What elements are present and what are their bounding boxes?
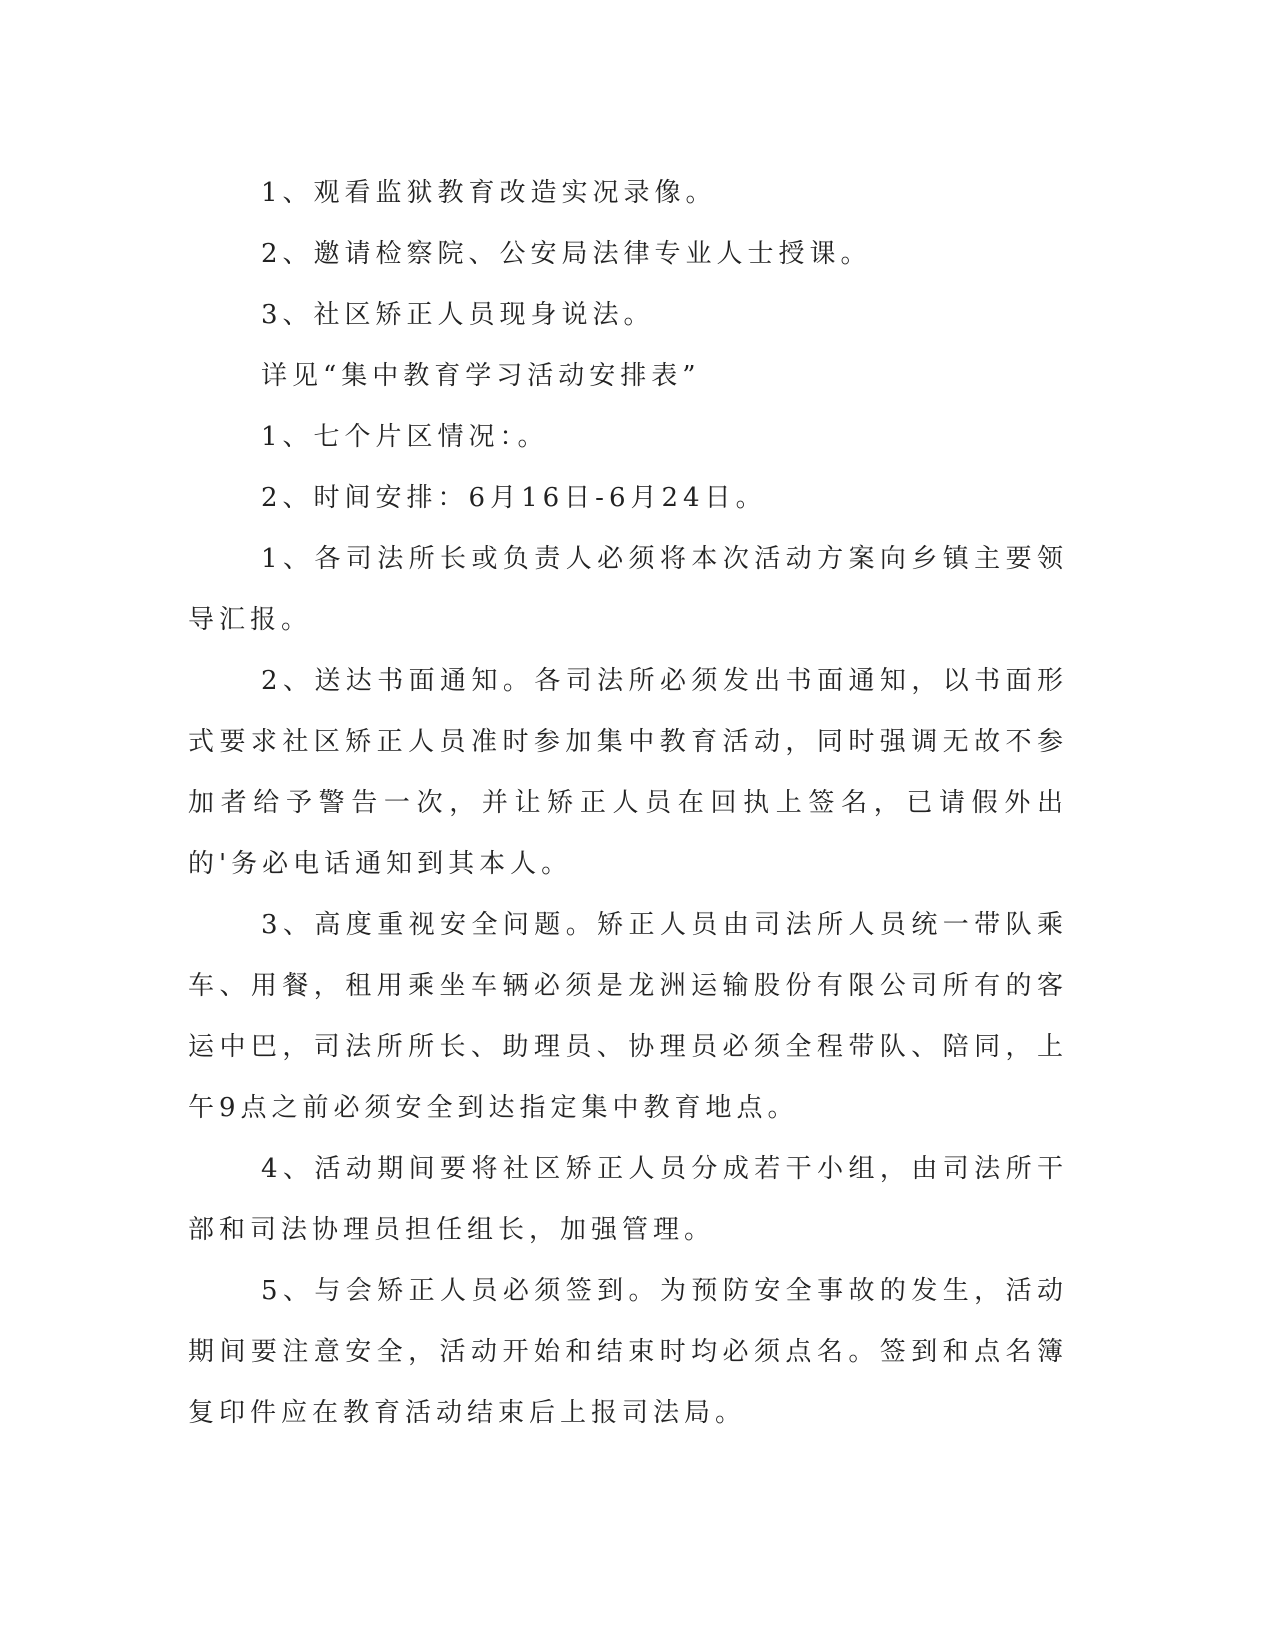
paragraph-districts: 1、七个片区情况：。 (261, 422, 549, 452)
paragraph-item-2-lecture: 2、邀请检察院、公安局法律专业人士授课。 (261, 239, 872, 269)
paragraph-requirement-notice: 2、送达书面通知。各司法所必须发出书面通知，以书面形式要求社区矫正人员准时参加集中教育活动，同时强调无故不参加者给予警告一次，并让矫正人员在回执上签名，已请假外出的'务必电话通知到其本人。 (188, 666, 1068, 879)
paragraph-requirement-report: 1、各司法所长或负责人必须将本次活动方案向乡镇主要领导汇报。 (188, 544, 1068, 635)
paragraph-requirement-safety: 3、高度重视安全问题。矫正人员由司法所人员统一带队乘车、用餐，租用乘坐车辆必须是龙洲运输股份有限公司所有的客运中巴，司法所所长、助理员、协理员必须全程带队、陪同，上午9点之前必须安全到达指定集中教育地点。 (188, 910, 1068, 1123)
paragraph-item-3-testimony: 3、社区矫正人员现身说法。 (261, 300, 655, 330)
paragraph-item-1-video: 1、观看监狱教育改造实况录像。 (261, 178, 717, 208)
paragraph-requirement-signin: 5、与会矫正人员必须签到。为预防安全事故的发生，活动期间要注意安全，活动开始和结束时均必须点名。签到和点名簿复印件应在教育活动结束后上报司法局。 (188, 1276, 1068, 1428)
paragraph-time-arrangement: 2、时间安排：6月16日-6月24日。 (261, 483, 767, 513)
document-body (188, 163, 1068, 1444)
paragraph-schedule-reference: 详见“集中教育学习活动安排表” (261, 361, 701, 391)
paragraph-requirement-groups: 4、活动期间要将社区矫正人员分成若干小组，由司法所干部和司法协理员担任组长，加强管理。 (188, 1154, 1068, 1245)
